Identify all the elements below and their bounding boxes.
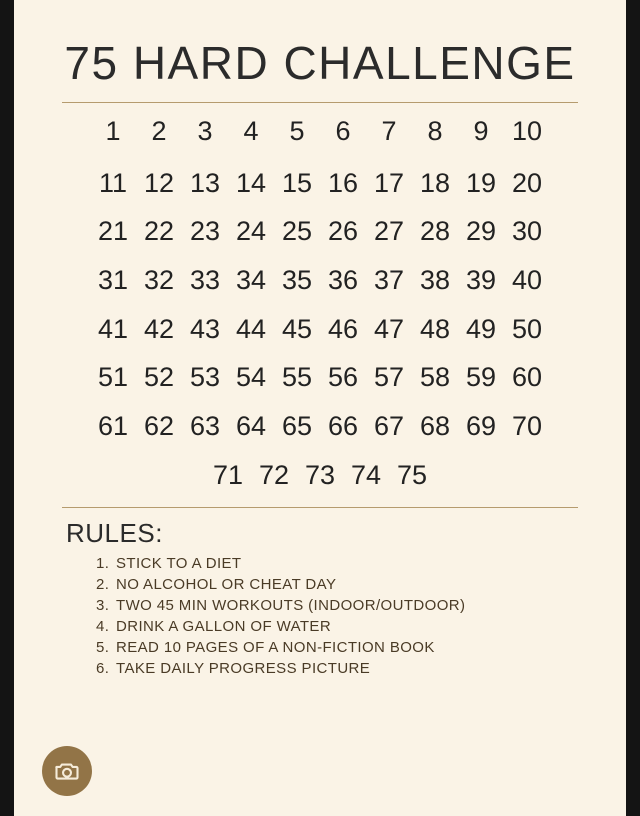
day-cell[interactable]: 48 xyxy=(419,313,451,344)
day-grid xyxy=(14,117,626,491)
day-cell[interactable]: 5 xyxy=(289,116,305,146)
day-cell[interactable]: 58 xyxy=(419,362,451,393)
day-row xyxy=(58,412,582,442)
day-cell[interactable]: 44 xyxy=(235,313,267,344)
day-cell[interactable]: 2 xyxy=(151,116,167,146)
day-cell[interactable]: 38 xyxy=(419,265,451,296)
day-cell[interactable]: 55 xyxy=(281,362,313,393)
day-cell[interactable]: 36 xyxy=(327,265,359,296)
rule-text: TWO 45 MIN WORKOUTS (INDOOR/OUTDOOR) xyxy=(116,596,466,614)
day-cell[interactable]: 7 xyxy=(381,116,397,146)
challenge-poster xyxy=(14,0,626,816)
rule-text: READ 10 PAGES OF A NON-FICTION BOOK xyxy=(116,638,435,656)
day-cell[interactable]: 26 xyxy=(327,216,359,247)
day-cell[interactable]: 34 xyxy=(235,265,267,296)
rule-number: 5. xyxy=(96,638,110,656)
day-cell[interactable]: 24 xyxy=(235,216,267,247)
day-cell[interactable]: 39 xyxy=(465,265,497,296)
rule-number: 4. xyxy=(96,617,110,635)
day-cell[interactable]: 69 xyxy=(465,411,497,442)
day-cell[interactable]: 75 xyxy=(396,459,428,490)
rules-list xyxy=(14,555,626,677)
rule-text: NO ALCOHOL OR CHEAT DAY xyxy=(116,575,337,593)
day-cell[interactable]: 52 xyxy=(143,362,175,393)
day-cell[interactable]: 22 xyxy=(143,216,175,247)
day-cell[interactable]: 37 xyxy=(373,265,405,296)
day-cell[interactable]: 11 xyxy=(98,167,128,198)
left-letterbox xyxy=(0,0,14,816)
day-cell[interactable]: 57 xyxy=(373,362,405,393)
day-row xyxy=(58,461,582,491)
day-cell[interactable]: 71 xyxy=(212,459,244,490)
day-cell[interactable]: 45 xyxy=(281,313,313,344)
day-cell[interactable]: 14 xyxy=(235,167,267,198)
day-cell[interactable]: 62 xyxy=(143,411,175,442)
day-cell[interactable]: 51 xyxy=(97,362,129,393)
day-cell[interactable]: 54 xyxy=(235,362,267,393)
rule-text: TAKE DAILY PROGRESS PICTURE xyxy=(116,659,371,677)
day-cell[interactable]: 3 xyxy=(197,116,213,146)
day-cell[interactable]: 29 xyxy=(465,216,497,247)
day-cell[interactable]: 30 xyxy=(511,216,543,247)
list-item xyxy=(96,597,626,614)
day-cell[interactable]: 59 xyxy=(465,362,497,393)
day-cell[interactable]: 19 xyxy=(465,167,497,198)
day-cell[interactable]: 40 xyxy=(511,265,543,296)
day-cell[interactable]: 65 xyxy=(281,411,313,442)
day-cell[interactable]: 23 xyxy=(189,216,221,247)
rules-heading: RULES: xyxy=(66,517,163,548)
day-row xyxy=(58,169,582,199)
day-cell[interactable]: 72 xyxy=(258,459,290,490)
day-cell[interactable]: 61 xyxy=(97,411,129,442)
list-item xyxy=(96,618,626,635)
rule-number: 2. xyxy=(96,575,110,593)
day-cell[interactable]: 28 xyxy=(419,216,451,247)
day-cell[interactable]: 27 xyxy=(373,216,405,247)
day-cell[interactable]: 49 xyxy=(465,313,497,344)
day-cell[interactable]: 47 xyxy=(373,313,405,344)
day-cell[interactable]: 46 xyxy=(327,313,359,344)
rule-number: 3. xyxy=(96,596,110,614)
day-cell[interactable]: 15 xyxy=(281,167,313,198)
day-cell[interactable]: 67 xyxy=(373,411,405,442)
day-cell[interactable]: 64 xyxy=(235,411,267,442)
day-row xyxy=(58,363,582,393)
rule-number: 6. xyxy=(96,659,110,677)
day-cell[interactable]: 56 xyxy=(327,362,359,393)
day-cell[interactable]: 41 xyxy=(97,313,129,344)
rule-text: DRINK A GALLON OF WATER xyxy=(116,617,332,635)
day-cell[interactable]: 10 xyxy=(511,116,543,146)
rule-number: 1. xyxy=(96,554,110,572)
day-cell[interactable]: 74 xyxy=(350,459,382,490)
day-cell[interactable]: 13 xyxy=(189,167,221,198)
day-cell[interactable]: 66 xyxy=(327,411,359,442)
day-cell[interactable]: 50 xyxy=(511,313,543,344)
day-cell[interactable]: 53 xyxy=(189,362,221,393)
day-row xyxy=(58,266,582,296)
day-cell[interactable]: 8 xyxy=(427,116,443,146)
page-title: 75 HARD CHALLENGE xyxy=(64,37,576,89)
day-cell[interactable]: 70 xyxy=(511,411,543,442)
day-cell[interactable]: 25 xyxy=(281,216,313,247)
list-item xyxy=(96,576,626,593)
day-cell[interactable]: 35 xyxy=(281,265,313,296)
rules-divider xyxy=(62,507,578,508)
day-cell[interactable]: 18 xyxy=(419,167,451,198)
day-cell[interactable]: 4 xyxy=(243,116,259,146)
list-item xyxy=(96,660,626,677)
day-row xyxy=(58,117,582,147)
day-cell[interactable]: 6 xyxy=(335,116,351,146)
day-cell[interactable]: 31 xyxy=(97,265,129,296)
day-cell[interactable]: 42 xyxy=(143,313,175,344)
day-cell[interactable]: 68 xyxy=(419,411,451,442)
list-item xyxy=(96,555,626,572)
right-letterbox xyxy=(626,0,640,816)
day-cell[interactable]: 20 xyxy=(511,167,543,198)
day-cell[interactable]: 17 xyxy=(373,167,405,198)
day-row xyxy=(58,217,582,247)
day-cell[interactable]: 1 xyxy=(105,116,121,146)
day-cell[interactable]: 16 xyxy=(327,167,359,198)
day-cell[interactable]: 12 xyxy=(143,167,175,198)
day-cell[interactable]: 32 xyxy=(143,265,175,296)
day-cell[interactable]: 9 xyxy=(473,116,489,146)
list-item xyxy=(96,639,626,656)
day-cell[interactable]: 73 xyxy=(304,459,336,490)
day-cell[interactable]: 60 xyxy=(511,362,543,393)
day-cell[interactable]: 63 xyxy=(189,411,221,442)
day-cell[interactable]: 21 xyxy=(97,216,129,247)
title-divider xyxy=(62,102,578,103)
day-cell[interactable]: 43 xyxy=(189,313,221,344)
rule-text: STICK TO A DIET xyxy=(116,554,242,572)
day-cell[interactable]: 33 xyxy=(189,265,221,296)
day-row xyxy=(58,315,582,345)
camera-icon[interactable] xyxy=(42,746,92,796)
